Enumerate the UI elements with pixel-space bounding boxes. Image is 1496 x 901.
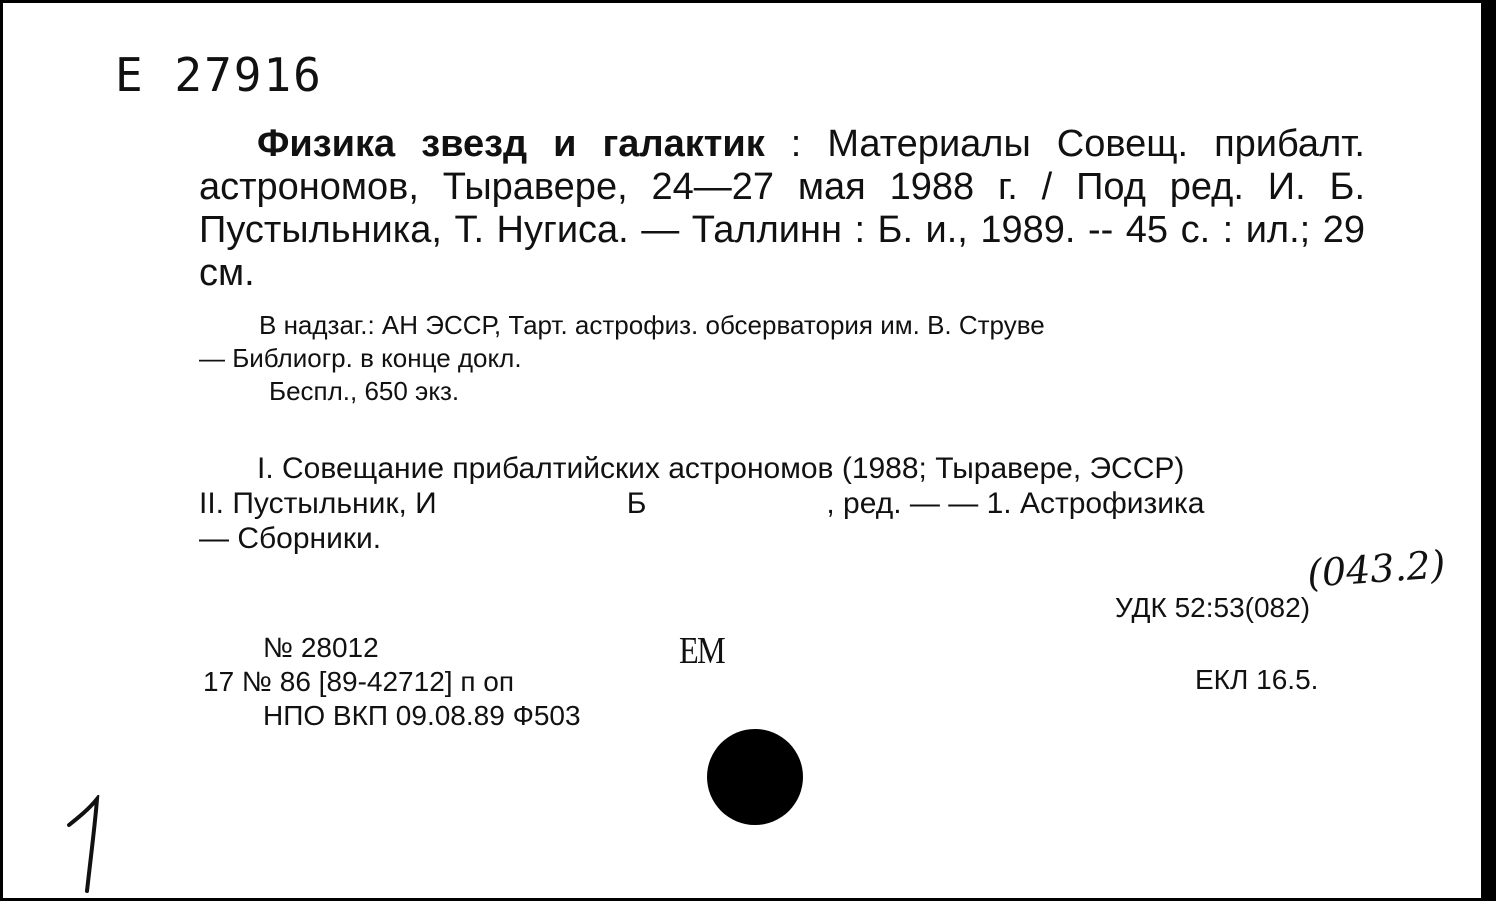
punch-hole <box>707 729 803 825</box>
handwritten-number-1-icon <box>61 795 111 895</box>
book-title: Физика звезд и галактик <box>257 123 765 165</box>
ekl-code: ЕКЛ 16.5. <box>1195 664 1319 695</box>
bibliographic-description: : Материалы Совещ. прибалт. астрономов, Тыравере, 24—27 мая 1988 г. / Под ред. И. Б. Пустыльника, Т. Нугиса. — Таллинн : Б. и., 1989. -- 45 с. : ил.; 29 см. <box>199 123 1365 294</box>
note-line: Беспл., 650 экз. <box>269 376 460 406</box>
note-line: В надзаг.: АН ЭССР, Тарт. астрофиз. обсерватория им. В. Струве <box>259 310 1045 340</box>
tracing-subject: , ред. — — 1. Астрофизика <box>826 487 1205 520</box>
notes <box>199 309 1365 408</box>
em-stamp: ЕМ <box>679 630 725 672</box>
tracing-line <box>199 486 1365 521</box>
card-footer <box>203 631 581 733</box>
tracing-line: I. Совещание прибалтийских астрономов (1988; Тыравере, ЭССР) <box>257 452 1185 485</box>
tracing-author: II. Пустыльник, И <box>199 487 437 520</box>
catalog-card <box>3 3 1481 898</box>
footer-line: № 28012 <box>263 632 379 663</box>
note-line: — Библиогр. в конце докл. <box>199 343 522 373</box>
handwritten-udk: (043.2) <box>1305 542 1447 596</box>
call-number: Е 27916 <box>115 48 323 102</box>
tracing-line: — Сборники. <box>199 522 382 555</box>
tracing-initial: Б <box>626 487 647 520</box>
footer-line: 17 № 86 [89-42712] п оп <box>203 666 515 697</box>
udk-code: УДК 52:53(082) <box>1115 592 1311 623</box>
tracings <box>199 451 1365 556</box>
footer-line: НПО ВКП 09.08.89 Ф503 <box>263 700 581 731</box>
main-entry <box>199 123 1365 295</box>
